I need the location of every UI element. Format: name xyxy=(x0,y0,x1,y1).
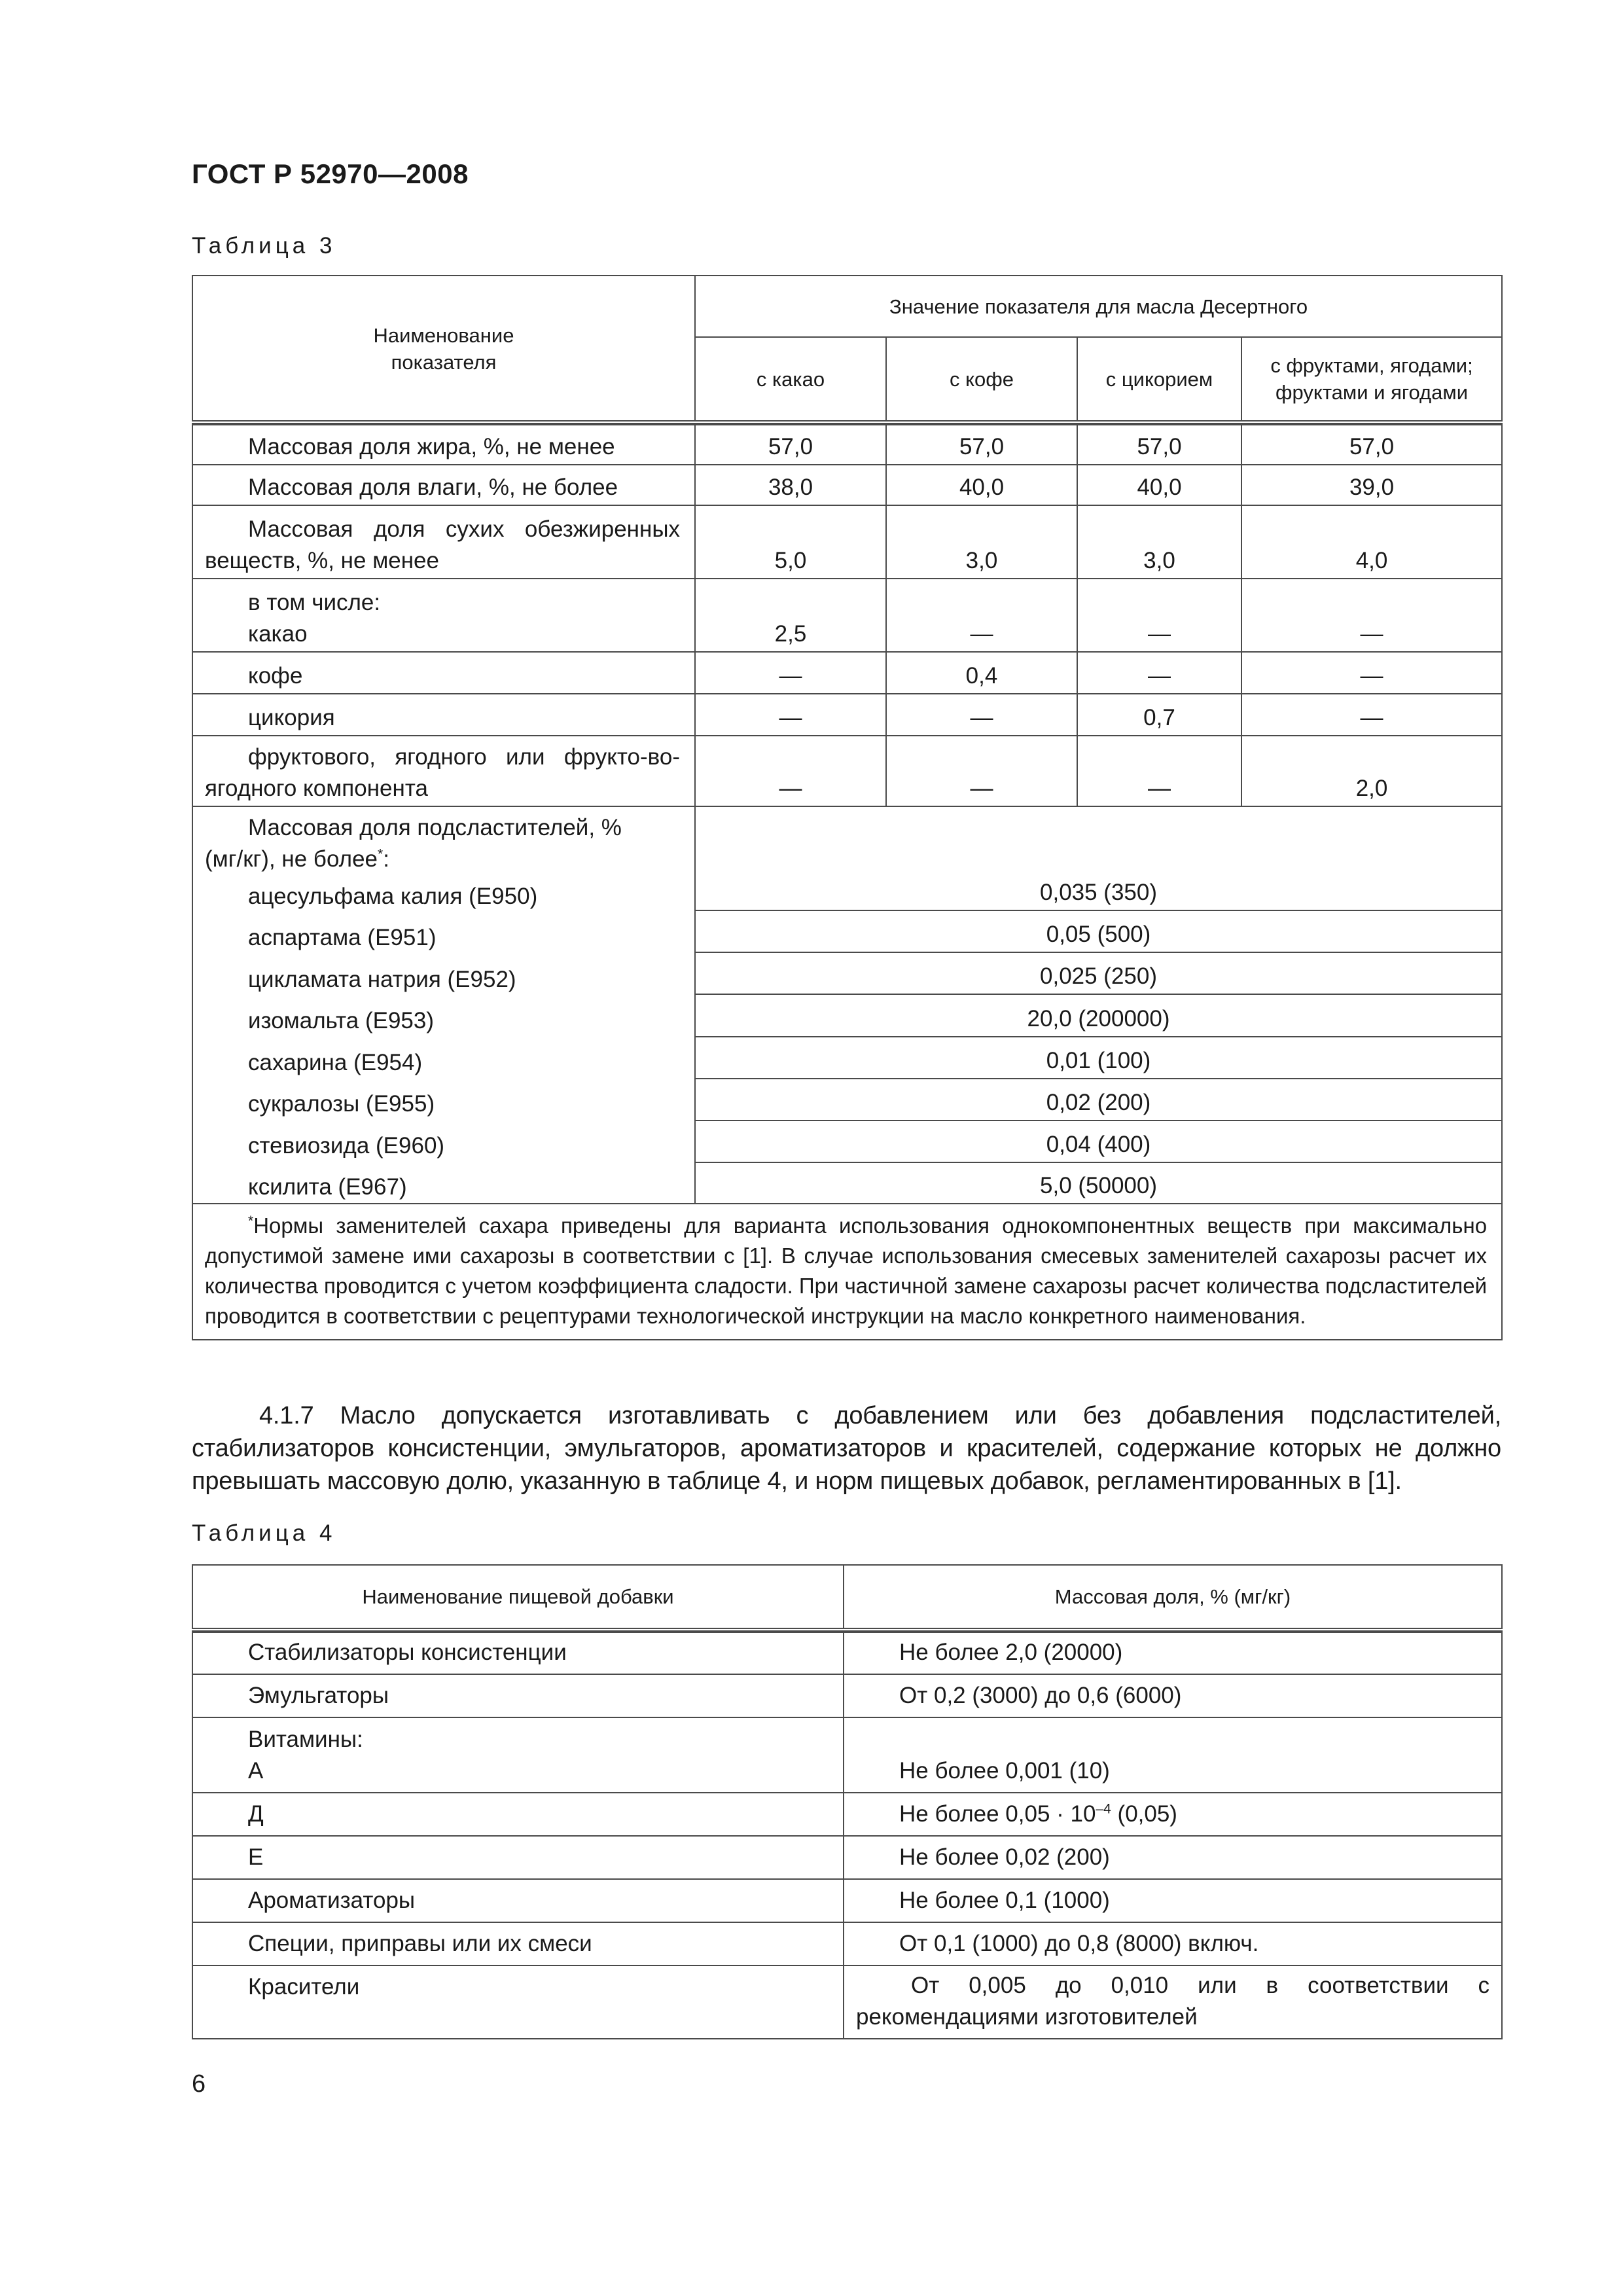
cell-value: От 0,2 (3000) до 0,6 (6000) xyxy=(844,1674,1502,1717)
table-row xyxy=(192,1836,1502,1879)
cell-value: 57,0 xyxy=(886,425,1077,465)
table-4-caption: Таблица 4 xyxy=(192,1520,336,1546)
sweetener-name: ксилита (Е967) xyxy=(248,1174,407,1200)
sweeteners-name-cell xyxy=(192,806,695,1204)
sweetener-value: 0,05 (500) xyxy=(695,910,1502,952)
row-label: Д xyxy=(192,1793,844,1836)
cell-value: От 0,005 до 0,010 или в соответствии с рекомендациями изготовителей xyxy=(844,1965,1502,2039)
row-label: цикория xyxy=(248,705,335,730)
page-number: 6 xyxy=(192,2070,206,2098)
cell-value: — xyxy=(886,736,1077,806)
table-row xyxy=(192,1879,1502,1922)
cell-value: — xyxy=(695,736,886,806)
sweeteners-title-line1: Массовая доля подсластителей, % xyxy=(248,815,622,840)
sweetener-name: сукралозы (Е955) xyxy=(248,1091,435,1117)
cell-value: 2,5 xyxy=(695,579,886,652)
sweetener-value: 0,01 (100) xyxy=(695,1037,1502,1079)
sweetener-name: цикламата натрия (Е952) xyxy=(248,967,516,992)
cell-value: Не более $0,05 \cdot 10^{-4}$ (0,05) xyxy=(844,1793,1502,1836)
table-3-footnote xyxy=(192,1204,1502,1340)
row-label: Ароматизаторы xyxy=(192,1879,844,1922)
sweetener-value: 20,0 (200000) xyxy=(695,994,1502,1036)
row-prefix: Витамины: xyxy=(248,1727,363,1752)
cell-value: Не более 2,0 (20000) xyxy=(844,1632,1502,1674)
table-row xyxy=(192,1632,1502,1674)
row-prefix: в том числе: xyxy=(248,590,381,615)
cell-value: 3,0 xyxy=(886,505,1077,579)
column-header-name: Наименование показателя xyxy=(192,276,695,422)
cell-value: 3,0 xyxy=(1077,505,1241,579)
table-row xyxy=(192,1793,1502,1836)
cell-value: 0,4 xyxy=(886,652,1077,694)
cell-value: Не более 0,02 (200) xyxy=(844,1836,1502,1879)
cell-value: — xyxy=(695,652,886,694)
row-label: Массовая доля сухих обезжиренных веществ, %, не менее xyxy=(205,516,680,573)
table-row xyxy=(192,579,1502,652)
sweetener-name: аспартама (Е951) xyxy=(248,925,437,950)
cell-value: — xyxy=(1241,652,1502,694)
column-header-mass-fraction: Массовая доля, % (мг/кг) xyxy=(844,1565,1502,1630)
cell-value: — xyxy=(1241,579,1502,652)
cell-value: — xyxy=(886,694,1077,736)
cell-value: 38,0 xyxy=(695,465,886,505)
sweetener-name: сахарина (Е954) xyxy=(248,1050,423,1075)
table-3 xyxy=(192,275,1503,1340)
column-header-cocoa: с какао xyxy=(695,337,886,422)
table-row xyxy=(192,1922,1502,1965)
document-header: ГОСТ Р 52970—2008 xyxy=(192,158,469,189)
table-row xyxy=(192,652,1502,694)
cell-value: 4,0 xyxy=(1241,505,1502,579)
column-group-header: Значение показателя для масла Десертного xyxy=(695,276,1502,337)
cell-value: 39,0 xyxy=(1241,465,1502,505)
row-label: какао xyxy=(248,621,308,647)
sweetener-value: 0,02 (200) xyxy=(695,1079,1502,1121)
table-4 xyxy=(192,1564,1503,2039)
table-row xyxy=(192,425,1502,465)
column-header-chicory: с цикорием xyxy=(1077,337,1241,422)
row-label: кофе xyxy=(248,663,303,689)
row-label: Красители xyxy=(192,1965,844,2039)
cell-value: 40,0 xyxy=(886,465,1077,505)
cell-value: — xyxy=(1077,736,1241,806)
cell-value: 5,0 xyxy=(695,505,886,579)
column-header-fruits: с фруктами, ягодами; фруктами и ягодами xyxy=(1241,337,1502,422)
cell-value: 57,0 xyxy=(1241,425,1502,465)
cell-value: — xyxy=(1077,652,1241,694)
table-row xyxy=(192,806,1502,910)
table-row xyxy=(192,1674,1502,1717)
column-header-additive: Наименование пищевой добавки xyxy=(192,1565,844,1630)
sweetener-name: стевиозида (Е960) xyxy=(248,1133,445,1158)
cell-value: Не более 0,001 (10) xyxy=(844,1717,1502,1793)
cell-value: — xyxy=(886,579,1077,652)
row-label: Массовая доля жира, %, не менее xyxy=(248,434,615,459)
cell-value: 40,0 xyxy=(1077,465,1241,505)
row-label: Массовая доля влаги, %, не более xyxy=(248,475,618,500)
row-label: Е xyxy=(192,1836,844,1879)
paragraph-4-1-7: 4.1.7 Масло допускается изготавливать с добавлением или без добавления подсластителей, стабилизаторов консистенции, эмульгаторов, ароматизаторов и красителей, содержание которых не должно превышать массовую долю, указанную в таблице 4, и норм пищевых добавок, регламентированных в [1]. xyxy=(192,1402,1501,1495)
cell-value: От 0,1 (1000) до 0,8 (8000) включ. xyxy=(844,1922,1502,1965)
table-row xyxy=(192,694,1502,736)
table-row xyxy=(192,1717,1502,1793)
cell-value: — xyxy=(1241,694,1502,736)
footnote-mark: * xyxy=(248,1213,254,1229)
sweetener-value: 0,025 (250) xyxy=(695,952,1502,994)
row-label: Специи, приправы или их смеси xyxy=(192,1922,844,1965)
sweetener-value: 5,0 (50000) xyxy=(695,1162,1502,1204)
cell-value: — xyxy=(695,694,886,736)
row-label: Стабилизаторы консистенции xyxy=(192,1632,844,1674)
row-label: А xyxy=(248,1758,264,1784)
row-label: Эмульгаторы xyxy=(192,1674,844,1717)
sweetener-name: изомальта (Е953) xyxy=(248,1008,434,1033)
cell-value: Не более 0,1 (1000) xyxy=(844,1879,1502,1922)
table-row xyxy=(192,736,1502,806)
sweeteners-title-line2: (мг/кг), не более*: xyxy=(205,846,389,872)
sweetener-value: 0,035 (350) xyxy=(695,806,1502,910)
table-row xyxy=(192,505,1502,579)
row-label: фруктового, ягодного или фрукто-во-ягодного компонента xyxy=(205,744,680,801)
cell-value: 0,7 xyxy=(1077,694,1241,736)
table-row xyxy=(192,1965,1502,2039)
cell-value: — xyxy=(1077,579,1241,652)
table-3-caption: Таблица 3 xyxy=(192,233,336,259)
cell-value: 2,0 xyxy=(1241,736,1502,806)
footnote-text: Нормы заменителей сахара приведены для варианта использования однокомпонентных веществ при максимально допустимой замене ими сахарозы в соответствии с [1]. В случае использования смесевых заменителей сахарозы расчет их количества проводится с учетом коэффициента сладости. При частичной замене сахарозы расчет количества подсластителей проводится в соответствии с рецептурами технологической инструкции на масло конкретного наименования. xyxy=(205,1213,1488,1328)
sweetener-value: 0,04 (400) xyxy=(695,1121,1502,1162)
column-header-coffee: с кофе xyxy=(886,337,1077,422)
table-row xyxy=(192,465,1502,505)
cell-value: 57,0 xyxy=(695,425,886,465)
cell-value: 57,0 xyxy=(1077,425,1241,465)
sweetener-name: ацесульфама калия (Е950) xyxy=(248,884,538,909)
